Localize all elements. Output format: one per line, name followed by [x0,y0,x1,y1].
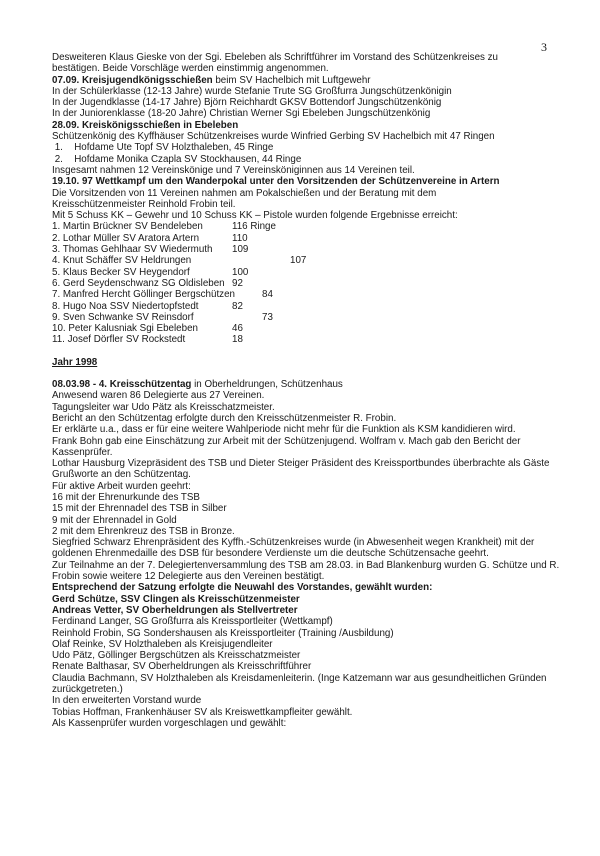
result-name: 8. Hugo Noa SSV Niedertopfstedt [52,300,199,312]
text-line: Als Kassenprüfer wurden vorgeschlagen und gewählt: [52,717,287,729]
elected-deputy: Andreas Vetter, SV Oberheldrungen als Stellvertreter [52,604,298,616]
year-heading: Jahr 1998 [52,356,98,368]
result-row [52,221,560,232]
result-row [52,278,560,289]
list-item [52,154,560,165]
result-value: 107 [290,255,307,267]
text-line: Insgesamt nahmen 12 Vereinskönige und 7 Vereinsköniginnen aus 14 Vereinen teil. [52,164,415,176]
paragraph-intro [52,52,560,75]
result-row [52,334,560,345]
page-number: 3 [541,40,547,54]
text-line: Schützenkönig des Kyffhäuser Schützenkreises wurde Winfried Gerbing SV Hachelbich mit 47 Ringen [52,131,495,143]
result-row [52,312,560,323]
text-line: Lothar Hausburg Vizepräsident des TSB und Dieter Steiger Präsident des Kreissportbundes überbrachte als Gäste Grußworte an den Schützentag. [52,458,550,481]
result-row [52,267,560,278]
text-line: In der Jugendklasse (14-17 Jahre) Björn Reichhardt GKSV Bottendorf Jungschützenkönig [52,97,442,109]
section-date: 07.09. [52,74,80,86]
election-intro: Entsprechend der Satzung erfolgte die Neuwahl des Vorstandes, gewählt wurden: [52,582,433,594]
text-line: Siegfried Schwarz Ehrenpräsident des Kyffh.-Schützenkreises wurde (in Abwesenheit wegen Krankheit) mit der goldenen Ehrenmedaille des DSB für besondere Verdienste um die deutsche Schützensache geehrt. [52,537,535,560]
district-day-report [52,390,560,582]
elected-chair: Gerd Schütze, SSV Clingen als Kreisschützenmeister [52,593,300,605]
result-name: 3. Thomas Gehlhaar SV Wiedermuth [52,244,213,256]
result-name: 9. Sven Schwanke SV Reinsdorf [52,311,194,323]
text-line: In der Schülerklasse (12-13 Jahre) wurde Stefanie Trute SG Großfurra Jungschützenkönigin [52,85,452,97]
section-district-day [52,379,560,390]
text-line: 16 mit der Ehrenurkunde des TSB [52,491,200,503]
text-line: In den erweiterten Vorstand wurde [52,695,202,707]
list-number: 1. [54,142,63,154]
result-row [52,233,560,244]
result-row [52,301,560,312]
list-number: 2. [54,153,63,165]
board-members [52,616,560,729]
text-line: 2 mit dem Ehrenkreuz des TSB in Bronze. [52,525,235,537]
text-line: Reinhold Frobin, SG Sondershausen als Kreissportleiter (Training /Ausbildung) [52,627,394,639]
text-line: Bericht an den Schützentag erfolgte durch den Kreisschützenmeister R. Frobin. [52,412,397,424]
result-row [52,323,560,334]
text-line: In der Juniorenklasse (18-20 Jahre) Christian Werner Sgi Ebeleben Jungschützenkönig [52,108,431,120]
result-name: 1. Martin Brückner SV Bendeleben [52,221,203,233]
section-district-king: 28.09. Kreiskönigsschießen in Ebeleben [52,119,239,131]
text-line: Für aktive Arbeit wurden geehrt: [52,480,191,492]
result-value: 82 [232,300,243,312]
result-value: 110 [232,232,248,244]
text-line: Renate Balthasar, SV Oberheldrungen als Kreisschriftführer [52,661,312,673]
result-name: 6. Gerd Seydenschwanz SG Oldisleben [52,277,225,289]
result-value: 92 [232,277,243,289]
text-line: Er erklärte u.a., dass er für eine weitere Wahlperiode nicht mehr für die Funktion als KSM kandidieren wird. [52,424,516,436]
results-list [52,221,560,345]
result-name: 5. Klaus Becker SV Heygendorf [52,266,190,278]
document-body [52,52,560,729]
text-line: Tobias Hoffman, Frankenhäuser SV als Kreiswettkampfleiter gewählt. [52,706,353,718]
result-name: 7. Manfred Hercht Göllinger Bergschützen [52,289,235,301]
text-line: Claudia Bachmann, SV Holzthaleben als Kreisdamenleiterin. (Inge Katzemann war aus gesundheitlichen Gründen zurückgetreten.) [52,672,547,696]
section-rest: beim SV Hachelbich mit Luftgewehr [212,74,371,86]
result-value: 116 Ringe [232,221,276,233]
result-value: 84 [262,289,273,301]
text-line: Ferdinand Langer, SG Großfurra als Kreissportleiter (Wettkampf) [52,616,333,628]
text-line: Desweiteren Klaus Gieske von der Sgi. Ebeleben als Schriftführer im Vorstand des Schützenkreises zu [52,52,498,63]
list-text: Hofdame Ute Topf SV Holzthaleben, 45 Ringe [74,142,274,154]
text-line: bestätigen. Beide Vorschläge werden einstimmig angenommen. [52,63,329,75]
section-title: 08.03.98 - 4. Kreisschützentag [52,379,192,391]
result-name: 11. Josef Dörfler SV Rockstedt [52,334,186,346]
result-row [52,255,560,266]
result-value: 18 [232,334,243,346]
result-value: 100 [232,266,249,278]
result-name: 10. Peter Kalusniak Sgi Ebeleben [52,323,198,335]
result-value: 46 [232,323,243,335]
section-cup: 19.10. 97 Wettkampf um den Wanderpokal unter den Vorsitzenden der Schützenvereine in Artern [52,176,500,188]
result-value: 109 [232,244,249,256]
text-line: Udo Pätz, Göllinger Bergschützen als Kreisschatzmeister [52,650,301,662]
text-line: Olaf Reinke, SV Holzthaleben als Kreisjugendleiter [52,638,273,650]
list-item [52,142,560,153]
text-line: Kreisschützenmeister Reinhold Frobin teil. [52,198,236,210]
text-line: 9 mit der Ehrennadel in Gold [52,514,177,526]
text-line: Tagungsleiter war Udo Pätz als Kreisschatzmeister. [52,401,275,413]
result-row [52,289,560,300]
text-line: Zur Teilnahme an der 7. Delegiertenversammlung des TSB am 28.03. in Bad Blankenburg wurden G. Schütze und R. Frobin sowie weitere 12 Delegierte aus den Vereinen bestätigt. [52,559,560,583]
section-rest: in Oberheldrungen, Schützenhaus [191,379,343,391]
result-name: 4. Knut Schäffer SV Heldrungen [52,255,192,267]
text-line: 15 mit der Ehrennadel des TSB in Silber [52,503,227,515]
text-line: Mit 5 Schuss KK – Gewehr und 10 Schuss KK – Pistole wurden folgende Ergebnisse erreicht: [52,210,458,222]
text-line: Die Vorsitzenden von 11 Vereinen nahmen am Pokalschießen und der Beratung mit dem [52,187,437,199]
text-line: Frank Bohn gab eine Einschätzung zur Arbeit mit der Schützenjugend. Wolfram v. Mach gab den Bericht der Kassenprüfer. [52,435,521,458]
result-row [52,244,560,255]
result-value: 73 [262,311,273,323]
result-name: 2. Lothar Müller SV Aratora Artern [52,232,200,244]
section-title: Kreisjugendkönigsschießen [81,74,213,86]
text-line: Anwesend waren 86 Delegierte aus 27 Vereinen. [52,390,265,402]
section-youth-king [52,75,560,86]
list-text: Hofdame Monika Czapla SV Stockhausen, 44 Ringe [74,153,302,165]
